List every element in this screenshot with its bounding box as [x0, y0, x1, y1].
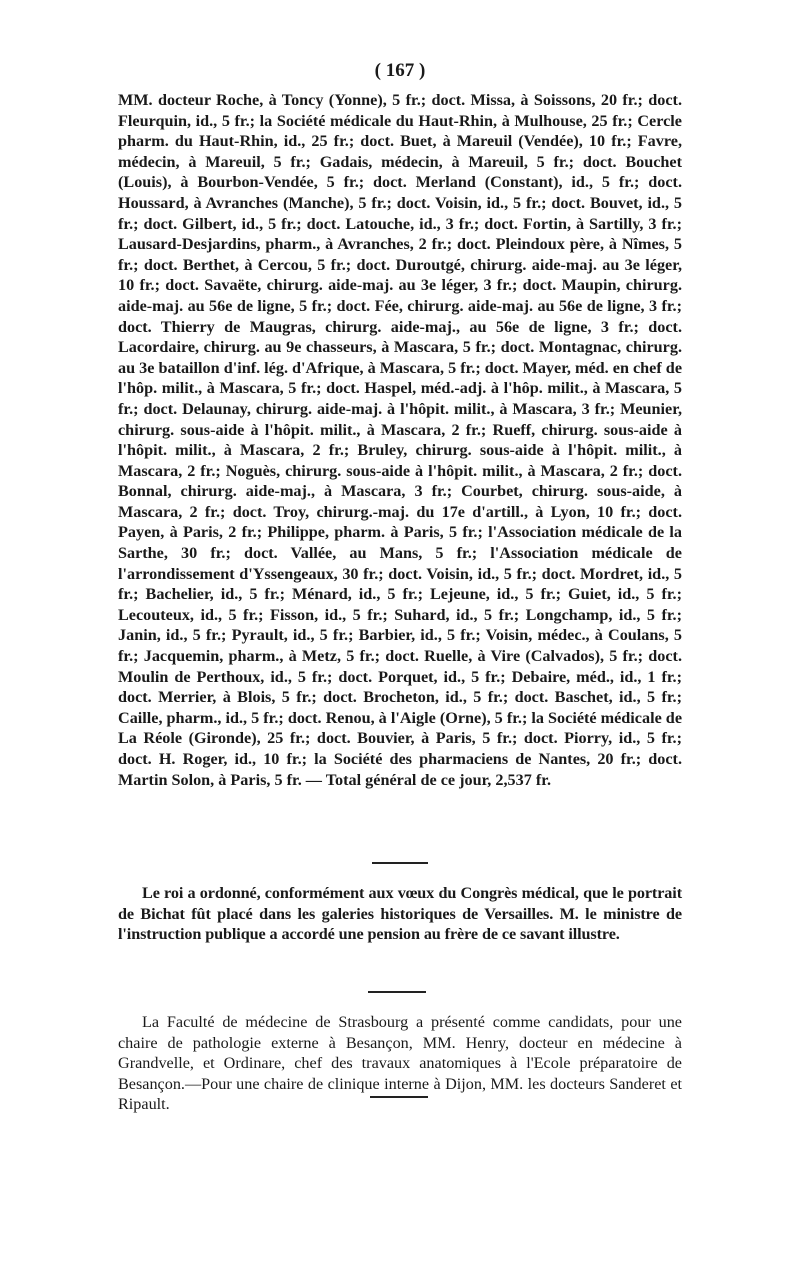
page-number: ( 167 ) [374, 60, 426, 81]
separator-rule [368, 991, 426, 993]
paragraph-subscription-list: MM. docteur Roche, à Toncy (Yonne), 5 fr.; doct. Missa, à Soissons, 20 fr.; doct. Fleurquin, id., 5 fr.; la Société médicale du Haut-Rhin, à Mulhouse, 25 fr.; Cercle pharm. du Haut-Rhin, id., 25 fr.; doct. Buet, à Mareuil (Vendée), 10 fr.; Favre, médecin, à Mareuil, 5 fr.; Gadais, médecin, à Mareuil, 5 fr.; doct. Bouchet (Louis), à Bourbon-Vendée, 5 fr.; doct. Merland (Constant), id., 5 fr.; doct. Houssard, à Avranches (Manche), 5 fr.; doct. Voisin, id., 5 fr.; doct. Bouvet, id., 5 fr.; doct. Gilbert, id., 5 fr.; doct. Latouche, id., 3 fr.; doct. Fortin, à Sartilly, 3 fr.; Lausard-Desjardins, pharm., à Avranches, 2 fr.; doct. Pleindoux père, à Nîmes, 5 fr.; doct. Berthet, à Cercou, 5 fr.; doct. Duroutgé, chirurg. aide-maj. au 3e léger, 10 fr.; doct. Savaëte, chirurg. aide-maj. au 3e léger, 3 fr.; doct. Maupin, chirurg. aide-maj. au 56e de ligne, 5 fr.; doct. Fée, chirurg. aide-maj. au 56e de ligne, 3 fr.; doct. Thierry de Maugras, chirurg. aide-maj., au 56e de ligne, 3 fr.; doct. Lacordaire, chirurg. au 9e chasseurs, à Mascara, 5 fr.; doct. Montagnac, chirurg. au 3e bataillon d'inf. lég. d'Afrique, à Mascara, 5 fr.; doct. Mayer, méd. en chef de l'hôp. milit., à Mascara, 5 fr.; doct. Haspel, méd.-adj. à l'hôp. milit., à Mascara, 5 fr.; doct. Delaunay, chirurg. aide-maj. à l'hôpit. milit., à Mascara, 3 fr.; Meunier, chirurg. sous-aide à l'hôpit. milit., à Mascara, 2 fr.; Rueff, chirurg. sous-aide à l'hôpit. milit., à Mascara, 2 fr.; Bruley, chirurg. sous-aide à l'hôpit. milit., à Mascara, 2 fr.; Noguès, chirurg. sous-aide à l'hôpit. milit., à Mascara, 2 fr.; doct. Bonnal, chirurg. aide-maj., à Mascara, 3 fr.; Courbet, chirurg. sous-aide, à Mascara, 2 fr.; doct. Troy, chirurg.-maj. du 17e d'artill., à Lyon, 10 fr.; doct. Payen, à Paris, 2 fr.; Philippe, pharm. à Paris, 5 fr.; l'Association médicale de la Sarthe, 30 fr.; doct. Vallée, au Mans, 5 fr.; l'Association médicale de l'arrondissement d'Yssengeaux, 30 fr.; doct. Voisin, id., 5 fr.; doct. Mordret, id., 5 fr.; Bachelier, id., 5 fr.; Ménard, id., 5 fr.; Lejeune, id., 5 fr.; Guiet, id., 5 fr.; Lecouteux, id., 5 fr.; Fisson, id., 5 fr.; Suhard, id., 5 fr.; Longchamp, id., 5 fr.; Janin, id., 5 fr.; Pyrault, id., 5 fr.; Barbier, id., 5 fr.; Voisin, médec., à Coulans, 5 fr.; Jacquemin, pharm., à Metz, 5 fr.; doct. Ruelle, à Vire (Calvados), 5 fr.; doct. Moulin de Perthoux, id., 5 fr.; doct. Porquet, id., 5 fr.; Debaire, méd., id., 1 fr.; doct. Merrier, à Blois, 5 fr.; doct. Brocheton, id., 5 fr.; doct. Baschet, id., 5 fr.; Caille, pharm., id., 5 fr.; doct. Renou, à l'Aigle (Orne), 5 fr.; la Société médicale de La Réole (Gironde), 25 fr.; doct. Bouvier, à Paris, 5 fr.; doct. Piorry, id., 5 fr.; doct. H. Roger, id., 10 fr.; la Société des pharmaciens de Nantes, 20 fr.; doct. Martin Solon, à Paris, 5 fr. — Total général de ce jour, 2,537 fr. [118, 91, 682, 789]
separator-rule [370, 1096, 428, 1098]
paragraph-strasbourg-faculty: La Faculté de médecine de Strasbourg a présenté comme candidats, pour une chaire de pathologie externe à Besançon, MM. Henry, docteur en médecine à Grandvelle, et Ordinare, chef des travaux anatomiques à l'Ecole préparatoire de Besançon.—Pour une chaire de clinique interne à Dijon, MM. les docteurs Sanderet et Ripault. [118, 1013, 682, 1114]
paragraph-bichat-portrait: Le roi a ordonné, conformément aux vœux du Congrès médical, que le portrait de Bichat fût placé dans les galeries historiques de Versailles. M. le ministre de l'instruction publique a accordé une pension au frère de ce savant illustre. [118, 884, 682, 944]
separator-rule [372, 862, 428, 864]
